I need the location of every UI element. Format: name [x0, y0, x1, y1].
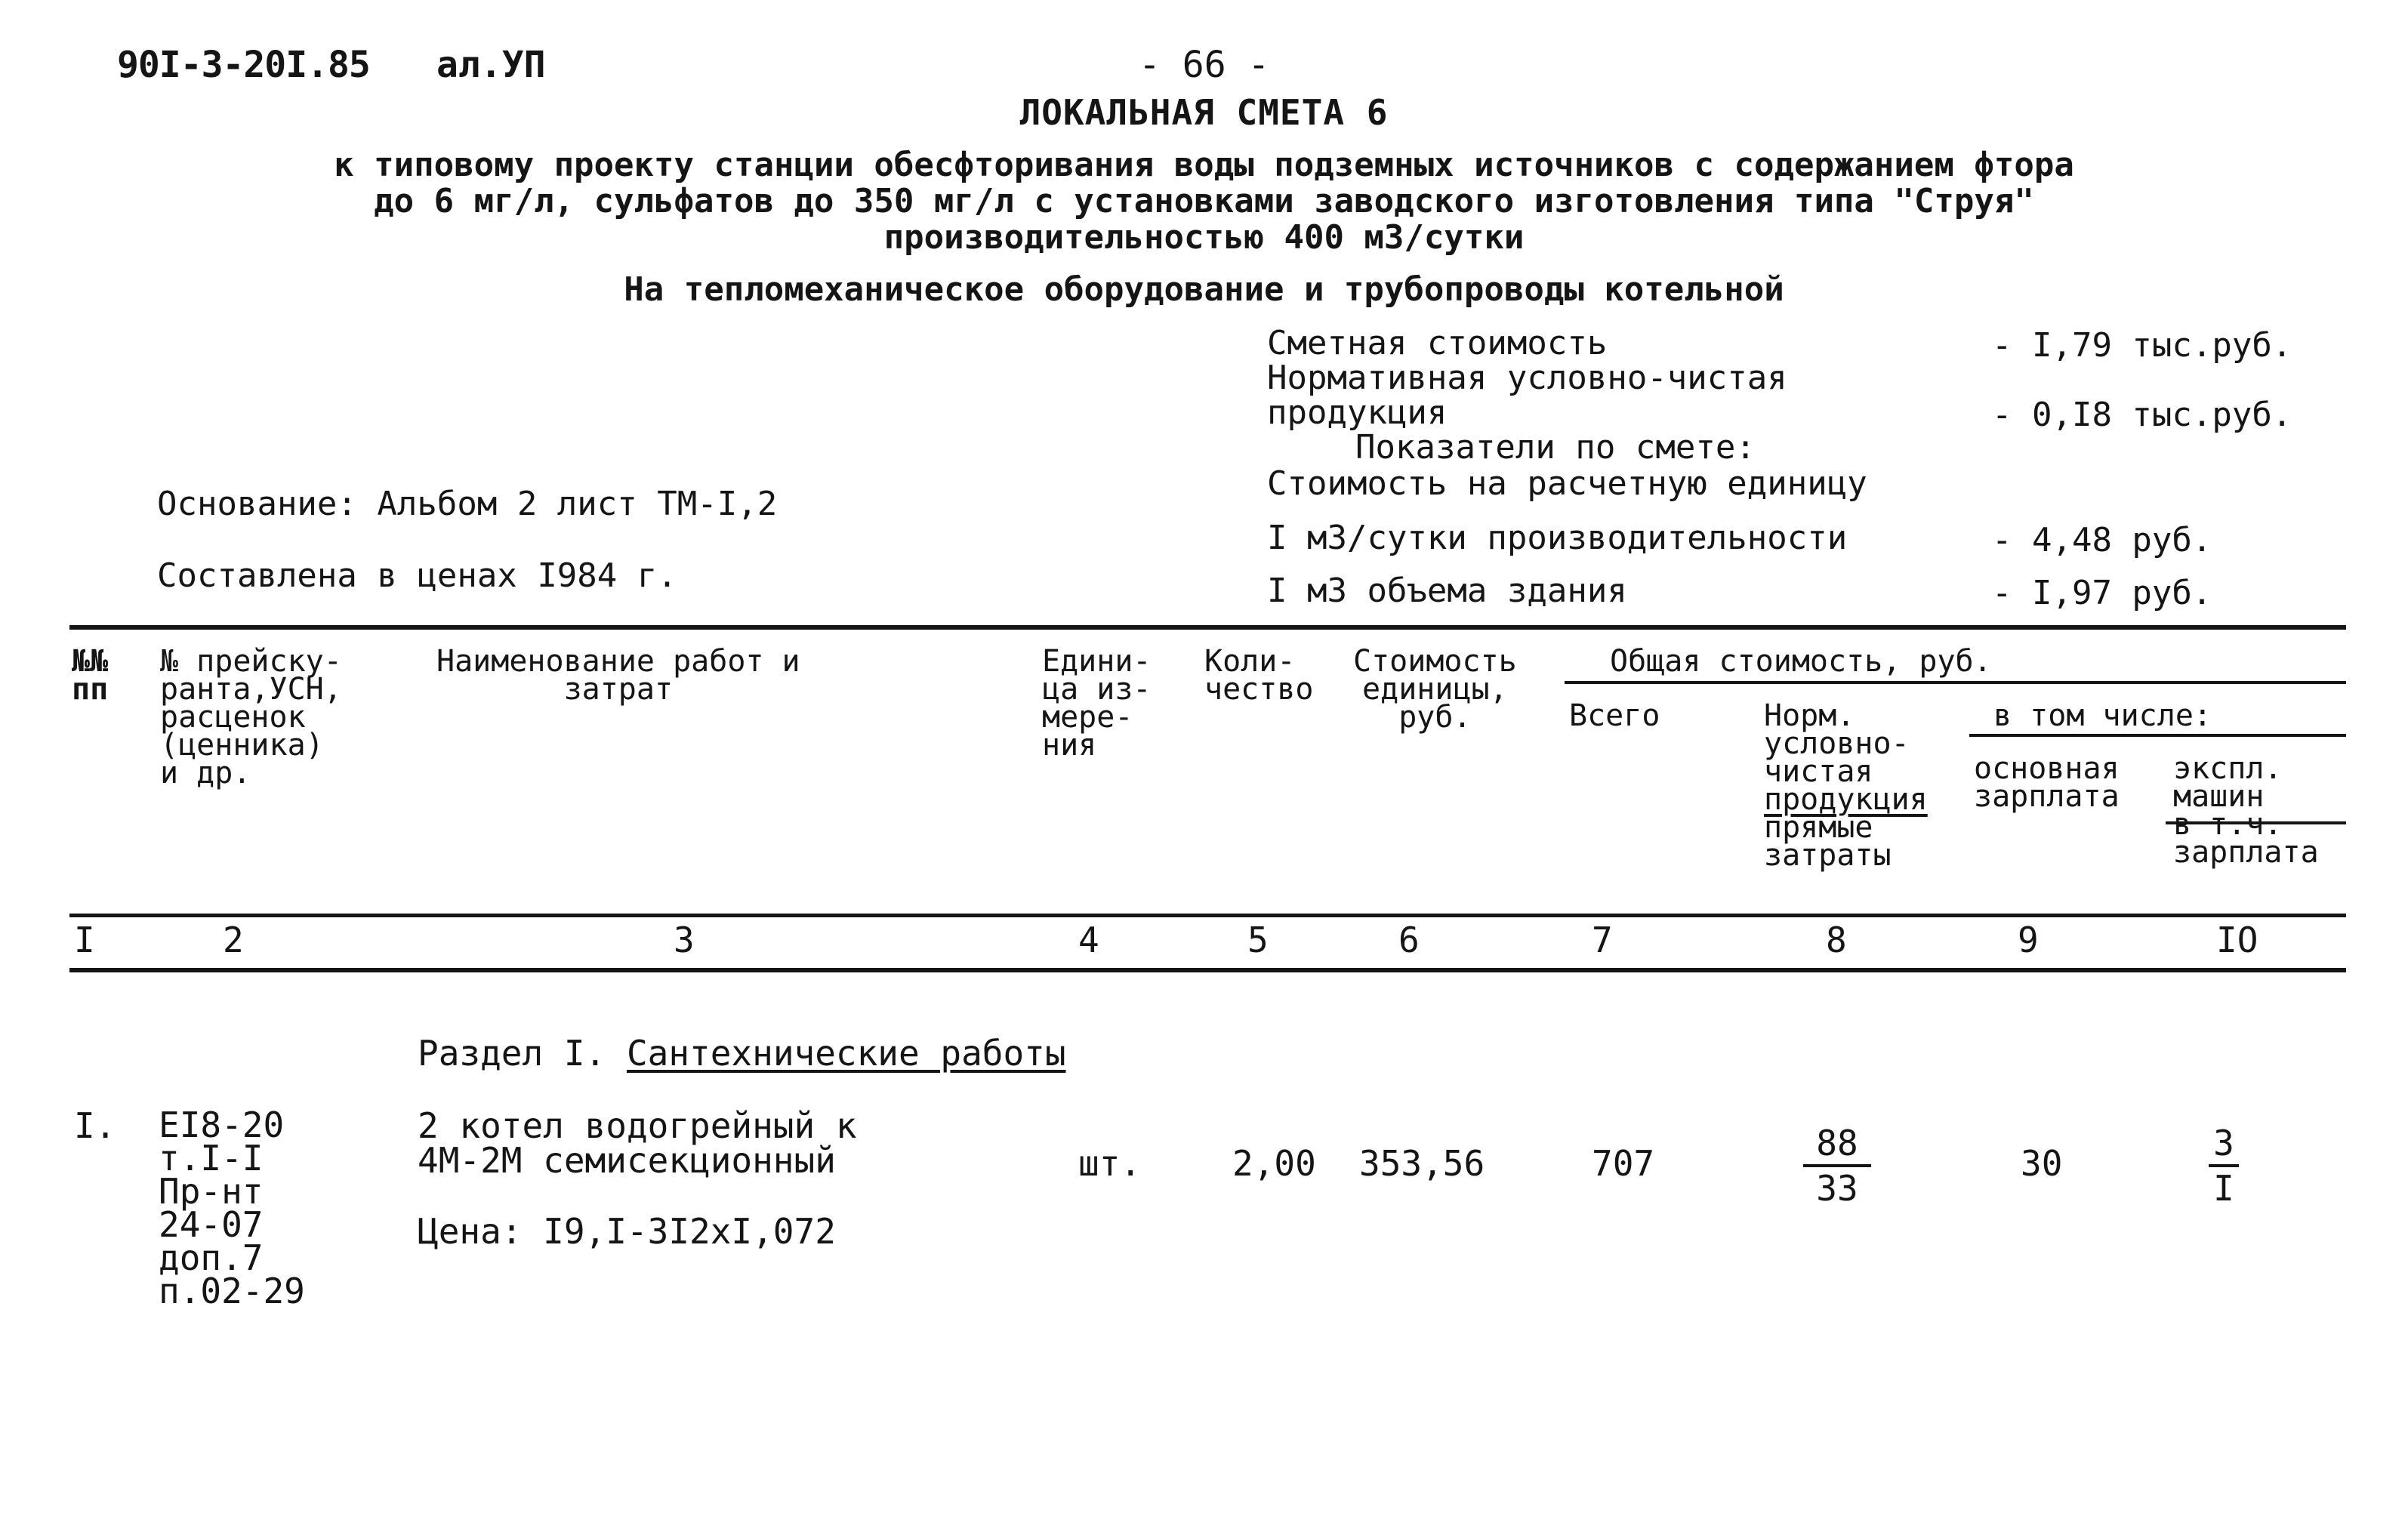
row-machines: 3	[2209, 1122, 2239, 1167]
column-number-3: 3	[674, 920, 695, 960]
column-number-6: 6	[1398, 920, 1420, 960]
column-number-2: 2	[223, 920, 244, 960]
column-number-4: 4	[1078, 920, 1099, 960]
normative-value: - 0,I8 тыс.руб.	[1992, 396, 2292, 434]
per-volume-value: - I,97 руб.	[1992, 574, 2212, 612]
header-col1: №№ пп	[72, 644, 109, 707]
section-name: Сантехнические работы	[626, 1033, 1066, 1074]
per-capacity-value: - 4,48 руб.	[1992, 521, 2212, 559]
row-total: 707	[1592, 1143, 1655, 1184]
row-number: I.	[74, 1105, 116, 1146]
header-col2: № прейску- ранта,УСН, расценок (ценника) и др.	[160, 644, 342, 790]
column-numbers-rule	[69, 968, 2346, 972]
row-quantity: 2,00	[1232, 1143, 1316, 1184]
header-col4: Едини- ца из- мере- ния	[1042, 644, 1152, 763]
column-number-9: 9	[2018, 920, 2039, 960]
subtitle-line-1: к типовому проекту станции обесфторивания воды подземных источников с содержанием фтора	[334, 146, 2074, 184]
section-prefix: Раздел I.	[418, 1033, 606, 1074]
header-machines: экспл. машин в т.ч. зарплата	[2173, 751, 2319, 870]
row-direct-costs: 33	[1816, 1168, 1858, 1209]
row-salary: 30	[2021, 1143, 2063, 1184]
per-volume-label: I м3 объема здания	[1267, 572, 1627, 610]
header-salary: основная зарплата	[1974, 751, 2120, 814]
header-col5: Коли- чество	[1204, 644, 1314, 707]
section-heading	[418, 1033, 1066, 1074]
column-number-5: 5	[1247, 920, 1269, 960]
row-machines-fraction	[2209, 1122, 2239, 1209]
header-col6: Стоимость единицы, руб.	[1353, 644, 1517, 735]
header-bottom-rule	[69, 914, 2346, 917]
document-code: 90I-3-20I.85	[117, 44, 370, 86]
normative-label-1: Нормативная условно-чистая	[1267, 359, 1787, 397]
basis-text: Основание: Альбом 2 лист ТМ-I,2	[157, 485, 778, 523]
row-name: 2 котел водогрейный к 4М-2М семисекционный	[418, 1105, 857, 1181]
subtitle-line-3: производительностью 400 м3/сутки	[883, 218, 1525, 257]
header-total-cost: Общая стоимость, руб.	[1610, 644, 1992, 679]
per-capacity-label: I м3/сутки производительности	[1267, 519, 1848, 557]
header-including: в том числе:	[1993, 698, 2212, 733]
column-number-7: 7	[1592, 920, 1613, 960]
table-top-rule	[69, 625, 2346, 630]
total-cost-underline	[1565, 681, 2346, 684]
row-unit: шт.	[1078, 1143, 1142, 1184]
column-number-10: IO	[2216, 920, 2258, 960]
row-norm-product-fraction	[1803, 1122, 1871, 1209]
row-norm-product: 88	[1803, 1122, 1871, 1167]
indicators-label: Показатели по смете:	[1355, 428, 1756, 467]
row-price-formula: Цена: I9,I-3I2хI,072	[418, 1211, 836, 1252]
normative-label-2: продукция	[1267, 393, 1448, 432]
unit-cost-label: Стоимость на расчетную единицу	[1267, 464, 1867, 503]
row-unit-cost: 353,56	[1359, 1143, 1485, 1184]
estimated-cost-value: - I,79 тыс.руб.	[1992, 326, 2292, 365]
estimated-cost-label: Сметная стоимость	[1267, 324, 1608, 362]
column-number-1: I	[74, 920, 95, 960]
page-number: - 66 -	[1139, 44, 1270, 86]
estimate-title: ЛОКАЛЬНАЯ СМЕТА 6	[1019, 92, 1389, 133]
including-underline	[1969, 734, 2346, 737]
prices-year-text: Составлена в ценах I984 г.	[157, 556, 677, 595]
header-total: Всего	[1569, 698, 1660, 733]
header-col3: Наименование работ и затрат	[436, 644, 800, 707]
header-norm-product: Норм. условно- чистая продукция прямые затраты	[1764, 698, 1928, 873]
object-line: На тепломеханическое оборудование и трубопроводы котельной	[624, 270, 1784, 309]
column-number-8: 8	[1826, 920, 1847, 960]
subtitle-line-2: до 6 мг/л, сульфатов до 350 мг/л с установками заводского изготовления типа "Струя"	[374, 182, 2034, 220]
album-reference: ал.УП	[436, 44, 546, 86]
row-machines-salary: I	[2213, 1168, 2234, 1209]
row-codes: EI8-20 т.I-I Пр-нт 24-07 доп.7 п.02-29	[159, 1105, 305, 1311]
